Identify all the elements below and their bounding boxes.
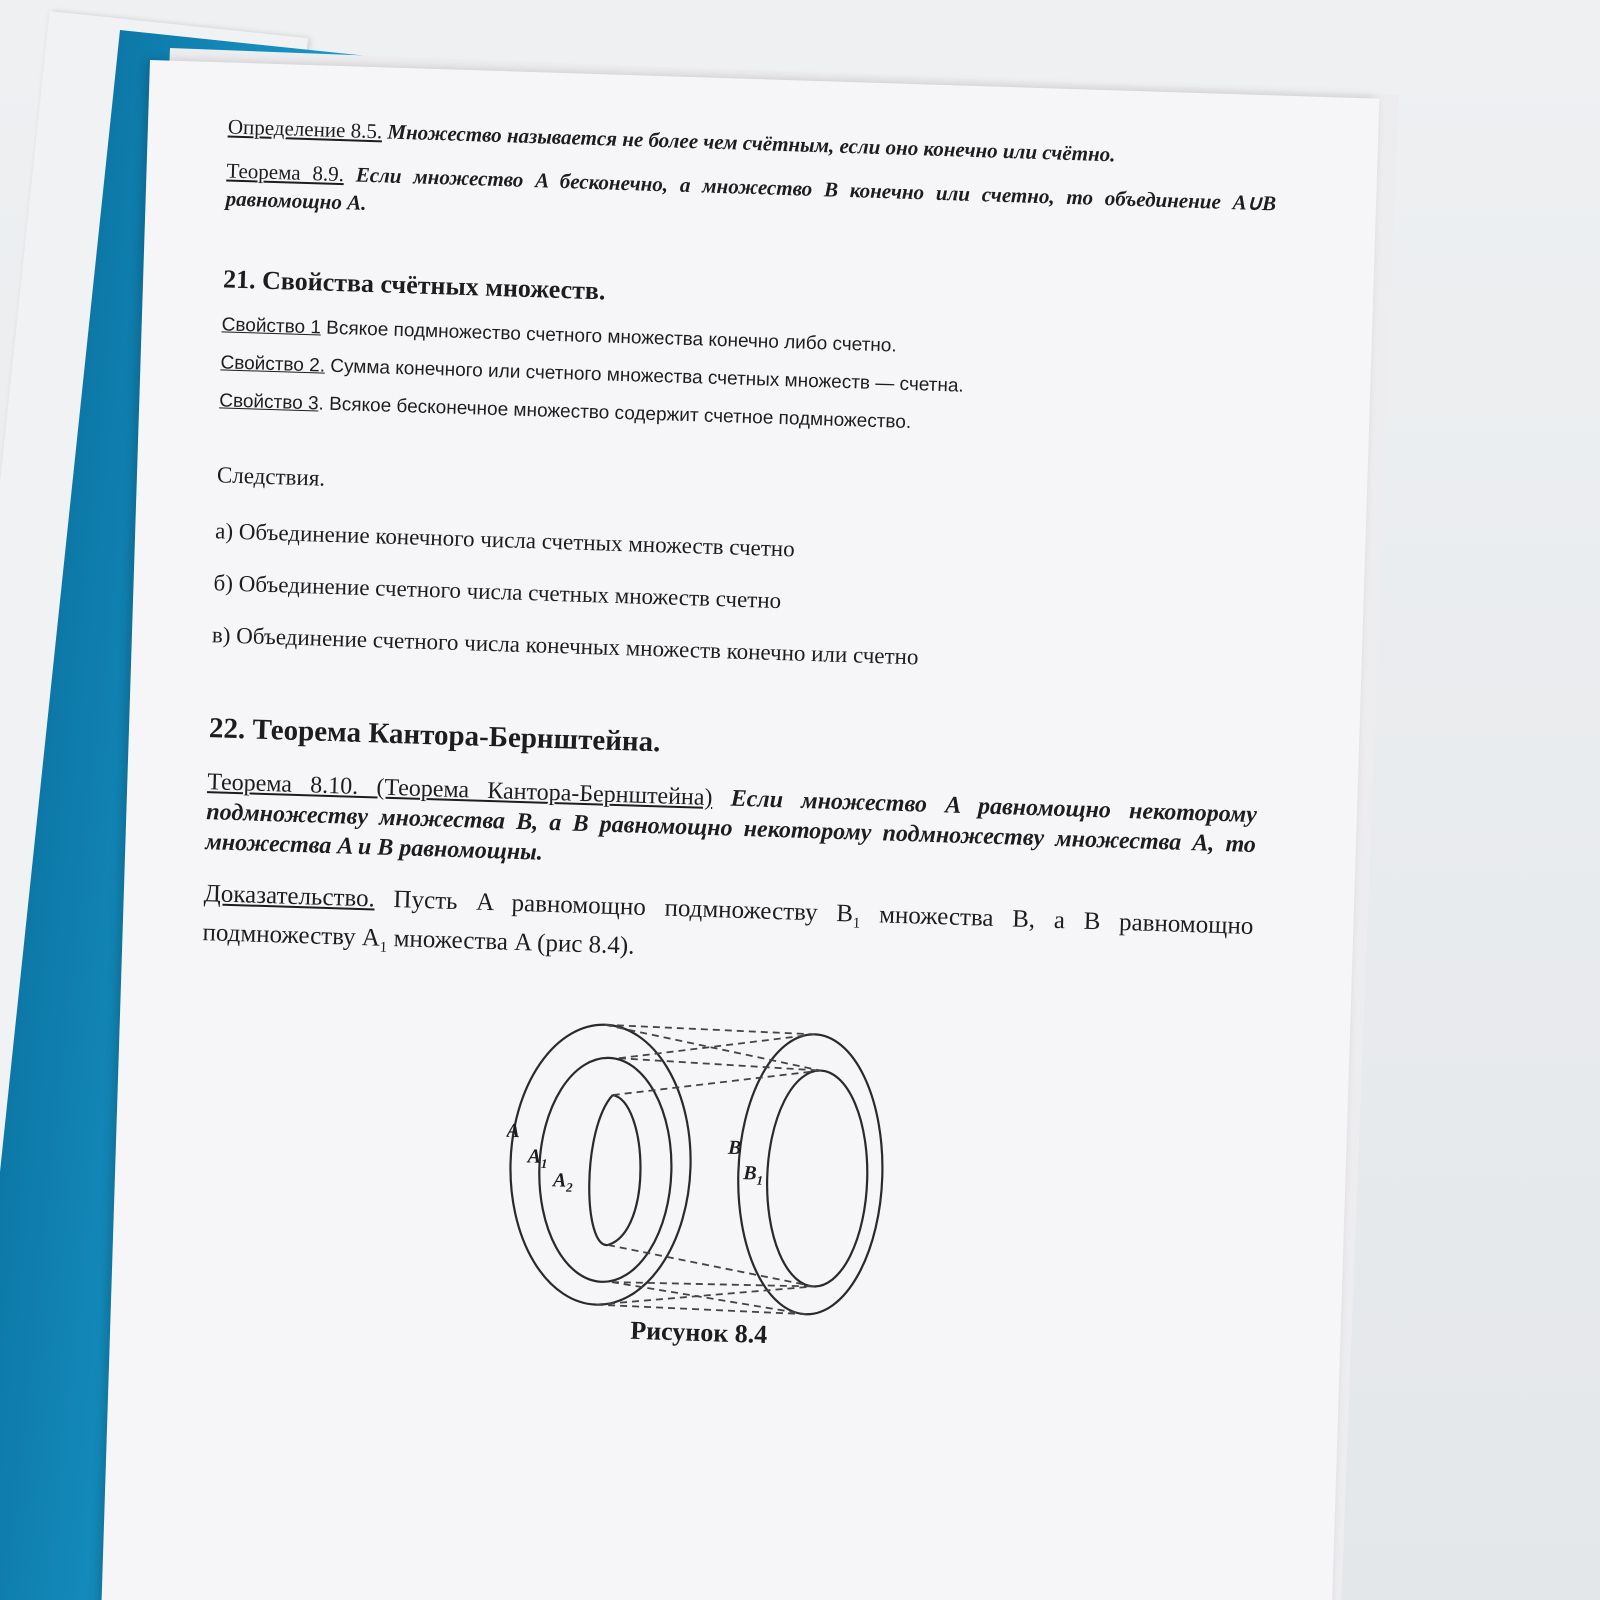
proof-label: Доказательство. [203,880,376,913]
property-1-label: Свойство 1 [221,314,322,339]
consequence-b: б) Объединение счетного числа счетных множеств счетно [213,570,782,614]
proof-part-3: множества A (рис 8.4). [387,924,635,960]
mapping-line-top-4 [619,1058,821,1070]
proof-part-2: множества B, а B равномощно подмножеству A [202,900,1254,952]
proof-paragraph [202,879,1254,990]
consequence-c: в) Объединение счетного числа конечных множеств конечно или счетно [211,622,919,670]
mapping-line-top-1 [605,1025,815,1035]
set-B1-ellipse [764,1069,871,1288]
mapping-line-top-3 [604,1025,822,1071]
label-A: A [506,1119,521,1143]
theorem-8-10 [205,767,1257,890]
definition-text: Множество называется не более чем счётным, если оно конечно или счётно. [387,119,1116,167]
property-3-text: . Всякое бесконечное множество содержит счетное подмножество. [318,393,912,434]
property-1-text: Всякое подмножество счетного множества конечно либо счетно. [320,317,898,357]
mapping-line-bottom-1 [596,1305,806,1315]
proof-sub-2: 1 [379,939,388,956]
proof-part-1: Пусть A равномощно подмножеству B [374,885,854,928]
consequences-title: Следствия. [216,462,326,491]
label-A1: $A_1$ [527,1145,548,1172]
consequence-a: а) Объединение конечного числа счетных множеств счетно [214,518,796,562]
document-page [100,60,1380,1600]
label-B1: $B_1$ [742,1162,764,1188]
property-3-label: Свойство 3 [218,390,319,415]
figure-caption: Рисунок 8.4 [629,1315,768,1350]
set-A2-curve [587,1094,642,1246]
theorem-8-9-text: Если множество A бесконечно, а множество B конечно или счетно, то объединение A∪B равномощно A. [225,162,1277,216]
page-content [190,112,1278,1379]
label-A2: $A_2$ [552,1169,573,1195]
cantor-bernstein-diagram [501,1017,910,1329]
proof-sub-1: 1 [852,915,861,932]
section-21-title: 21. Свойства счётных множеств. [222,264,606,306]
definition-label: Определение 8.5. [227,114,383,144]
figure-8-4 [190,987,1251,1380]
theorem-8-10-text: Если множество A равномощно некоторому подмножеству множества B, а B равномощно некоторому подмножеству множества A, то множества A и B равномощны. [205,785,1258,866]
theorem-8-10-label: Теорема 8.10. (Теорема Кантора-Бернштейна) [206,769,713,812]
theorem-8-9-label: Теорема 8.9. [226,158,345,187]
theorem-8-9 [225,156,1276,245]
mapping-line-top-5 [613,1064,821,1101]
property-2-label: Свойство 2. [220,352,326,377]
property-2-text: Сумма конечного или счетного множества счетных множеств — счетна. [324,355,965,397]
label-B: B [727,1136,742,1160]
section-22-title: 22. Теорема Кантора-Бернштейна. [208,712,661,759]
